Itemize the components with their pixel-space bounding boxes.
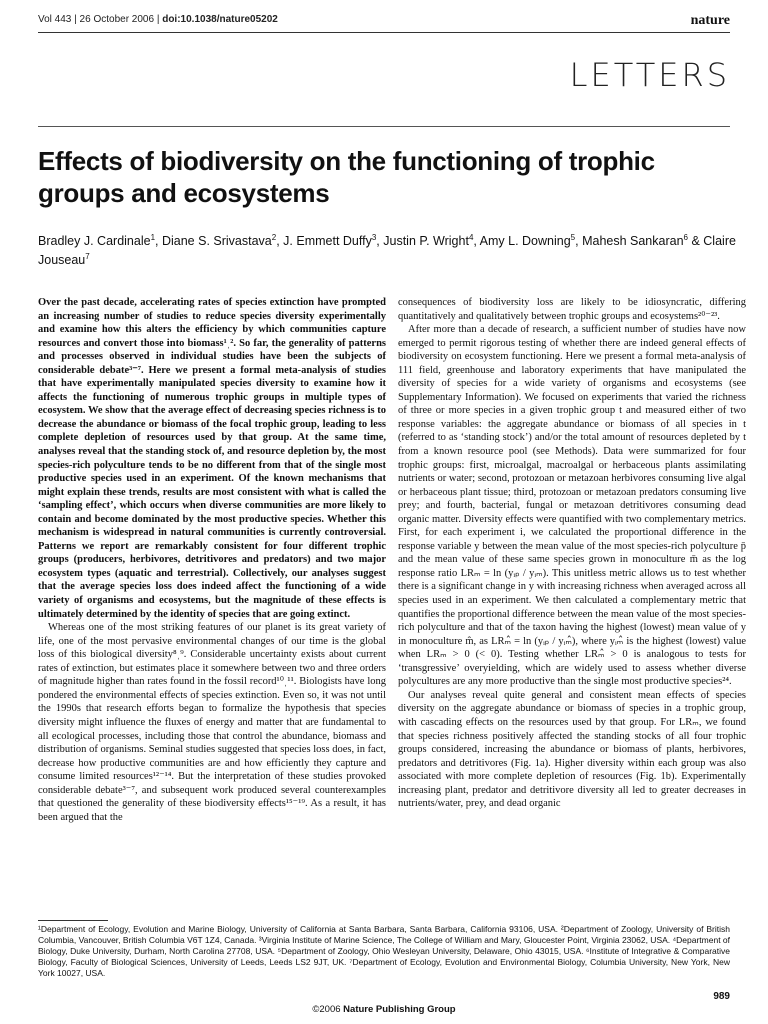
right-column (398, 296, 746, 811)
author-name: Bradley J. Cardinale (38, 234, 151, 248)
section-label: LETTERS (569, 56, 730, 94)
author-name: Mahesh Sankaran (582, 234, 684, 248)
doi: doi:10.1038/nature05202 (162, 14, 278, 25)
author-name: Amy L. Downing (479, 234, 571, 248)
header-rule (38, 32, 730, 33)
author-affiliation: 7 (85, 251, 90, 261)
page-number: 989 (713, 991, 730, 1002)
body-paragraph: Our analyses reveal quite general and consistent mean effects of species diversity on the aggregate abundance or biomass of species in a trophic group, with cascading effects on the resources used by that group. For LRₘ, we found that species richness positively affected the standing stocks of all four trophic groups considered, increasing the abundance or biomass of plants, herbivores, predators and detritivores (Fig. 1a). Higher diversity within each group was also associated with more complete depletion of resources (Fig. 1b). Experimentally increasing plant, predator and detritivore diversity all led to greater decreases in nutrients/water, prey, and dead organic (398, 689, 746, 810)
body-paragraph: consequences of biodiversity loss are likely to be idiosyncratic, differing quantitatively and qualitatively between trophic groups and ecosystems²⁰⁻²³. (398, 297, 746, 322)
issue-date: 26 October 2006 (79, 14, 155, 25)
author-name: Justin P. Wright (383, 234, 469, 248)
abstract-paragraph: Over the past decade, accelerating rates of species extinction have prompted an increasing number of studies to reduce species diversity experimentally and examine how this alters the efficiency by which communities capture resources and convert those into biomass¹ˌ². So far, the generality of patterns and processes observed in individual studies have been the subjects of considerable debate³⁻⁷. Here we present a formal meta-analysis of studies that have experimentally manipulated species diversity to examine how it affects the functioning of numerous trophic groups in multiple types of ecosystem. We show that the average effect of decreasing species richness is to decrease the abundance or biomass of the focal trophic group, leading to less complete depletion of resources used by that group. At the same time, analyses reveal that the standing stock of, and resource depletion by, the most species-rich polyculture tends to be no different from that of the single most productive species used in an experiment. Of the known mechanisms that might explain these trends, results are most consistent with what is called the ‘sampling effect’, which occurs when diverse communities are more likely to contain and become dominated by the most productive species. Whether this mechanism is widespread in natural communities is currently controversial. Patterns we report are remarkably consistent for four different trophic groups (producers, herbivores, detritivores and predators) and two major ecosystem types (aquatic and terrestrial). Collectively, our analyses suggest that the average species loss does indeed affect the functioning of a wide variety of organisms and ecosystems, but the magnitude of these effects is ultimately determined by the identity of species that are going extinct. (38, 297, 386, 620)
journal-name: nature (690, 13, 730, 28)
body-paragraph: Whereas one of the most striking features of our planet is its great variety of life, one of the most pervasive environmental changes of our time is the global loss of this biological diversity⁸ˌ⁹. Considerable uncertainty exists about current rates of extinction, but estimates place it somewhere between two and three orders of magnitude higher than rates found in the fossil record¹⁰ˌ¹¹. Biologists have long pondered the environmental effects of species extinction. Even so, it was not until the 1990s that research efforts began to formalize the hypothesis that species diversity might influence the fluxes of energy and matter that are fundamental to all ecological processes, including those that control the abundance, biomass and distribution of organisms. Seminal studies suggested that species loss does, in fact, decrease how productive communities are and how efficiently they capture and consume limited resources¹²⁻¹⁴. But the interpretation of these studies provoked considerable debate³⁻⁷, and subsequent work produced several counterexamples that questioned the generality of these biodiversity effects¹⁵⁻¹⁹. As a result, it has been argued that the (38, 622, 386, 823)
publisher: Nature Publishing Group (343, 1004, 456, 1015)
left-column (38, 296, 386, 824)
copyright-line (0, 1004, 768, 1015)
author-affiliation: 2 (271, 232, 277, 242)
author-list: Bradley J. Cardinale$^1$, Diane S. Srivastava$^2$, J. Emmett Duffy$^3$, Justin P. Wright$^4$, Amy L. Downing$^5$, Mahesh Sankaran$^6$ & Claire Jouseau$^7$ (38, 232, 736, 267)
author-affiliation: 4 (468, 232, 474, 242)
title-rule (38, 126, 730, 127)
volume: Vol 443 (38, 14, 72, 25)
author-affiliation: 1 (150, 232, 156, 242)
author-affiliation: 6 (683, 232, 688, 242)
author-name: Diane S. Srivastava (161, 234, 272, 248)
author-affiliation: 5 (570, 232, 576, 242)
author-affiliation: 3 (371, 232, 377, 242)
article-title: Effects of biodiversity on the functioning of trophic groups and ecosystems (38, 146, 655, 208)
author-name: J. Emmett Duffy (283, 234, 372, 248)
running-header: Vol 443 | 26 October 2006 | doi:10.1038/nature05202 (38, 14, 278, 25)
affiliations-footnote: ¹Department of Ecology, Evolution and Marine Biology, University of California at Santa Barbara, Santa Barbara, California 93106, USA. ²Department of Zoology, University of British Columbia, Vancouver, British Columbia V6T 1Z4, Canada. ³Virginia Institute of Marine Science, The College of William and Mary, Gloucester Point, Virginia 23062, USA. ⁴Department of Biology, Duke University, Durham, North Carolina 27708, USA. ⁵Department of Zoology, Ohio Wesleyan University, Delaware, Ohio 43015, USA. ⁶Institute of Integrative & Comparative Biology, Faculty of Biological Sciences, University of Leeds, Leeds LS2 9JT, UK. ⁷Department of Ecology, Evolution and Environmental Biology, Columbia University, New York, New York 10027, USA. (38, 924, 731, 978)
footnote-rule (38, 920, 108, 921)
author-name: Claire Jouseau (38, 234, 736, 267)
body-paragraph: After more than a decade of research, a sufficient number of studies have now emerged to permit rigorous testing of whether there are indeed general effects of biodiversity on ecosystem functioning. Here we present a formal meta-analysis of 111 field, greenhouse and laboratory experiments that have manipulated the diversity of species for a wide variety of organisms and ecosystems (see Supplementary Information). We focused on experiments that varied the richness of three or more species in a given trophic group t and measured either of two response variables: the aggregate abundance or biomass of all species in t (referred to as ‘standing stock’) and/or the total amount of resources depleted by t from a known resource pool (see Methods). Data were summarized for four trophic groups: first, microalgal, macroalgal or herbaceous plants assimilating nutrients or water; second, protozoan or metazoan herbivores consuming live algal or herbaceous plant tissue; third, protozoan or metazoan predators consuming live prey; and fourth, bacterial, fungal or metazoan detritivores consuming dead organic matter. Diversity effects were quantified with two complementary metrics. First, for each experiment i, we calculated the proportional difference in the response variable y between the mean value of the most species-rich polyculture p̄ and the mean value of these same species grown in monoculture m̄ as the log response ratio LRₘ = ln (yᵢₚ / yᵢₘ). This unitless metric allows us to test whether there is a significant change in y with increasing richness when averaged across all species used in an experiment. We then calculated a complementary metric that quantifies the proportional difference between the mean value of the most species-rich polyculture and that of the taxon having the highest (lowest) mean value of y in monoculture m̂, as LRₘ̂ = ln (yᵢₚ / yᵢₘ̂), where yᵢₘ̂ is the highest (lowest) value when LRₘ > 0 (< 0). Testing whether LRₘ̂ > 0 is analogous to tests for ‘transgressive’ overyielding, which are widely used to assess whether diverse polycultures are any more productive than the single most productive species²⁴. (398, 324, 746, 688)
copyright-year: ©2006 (312, 1004, 341, 1015)
